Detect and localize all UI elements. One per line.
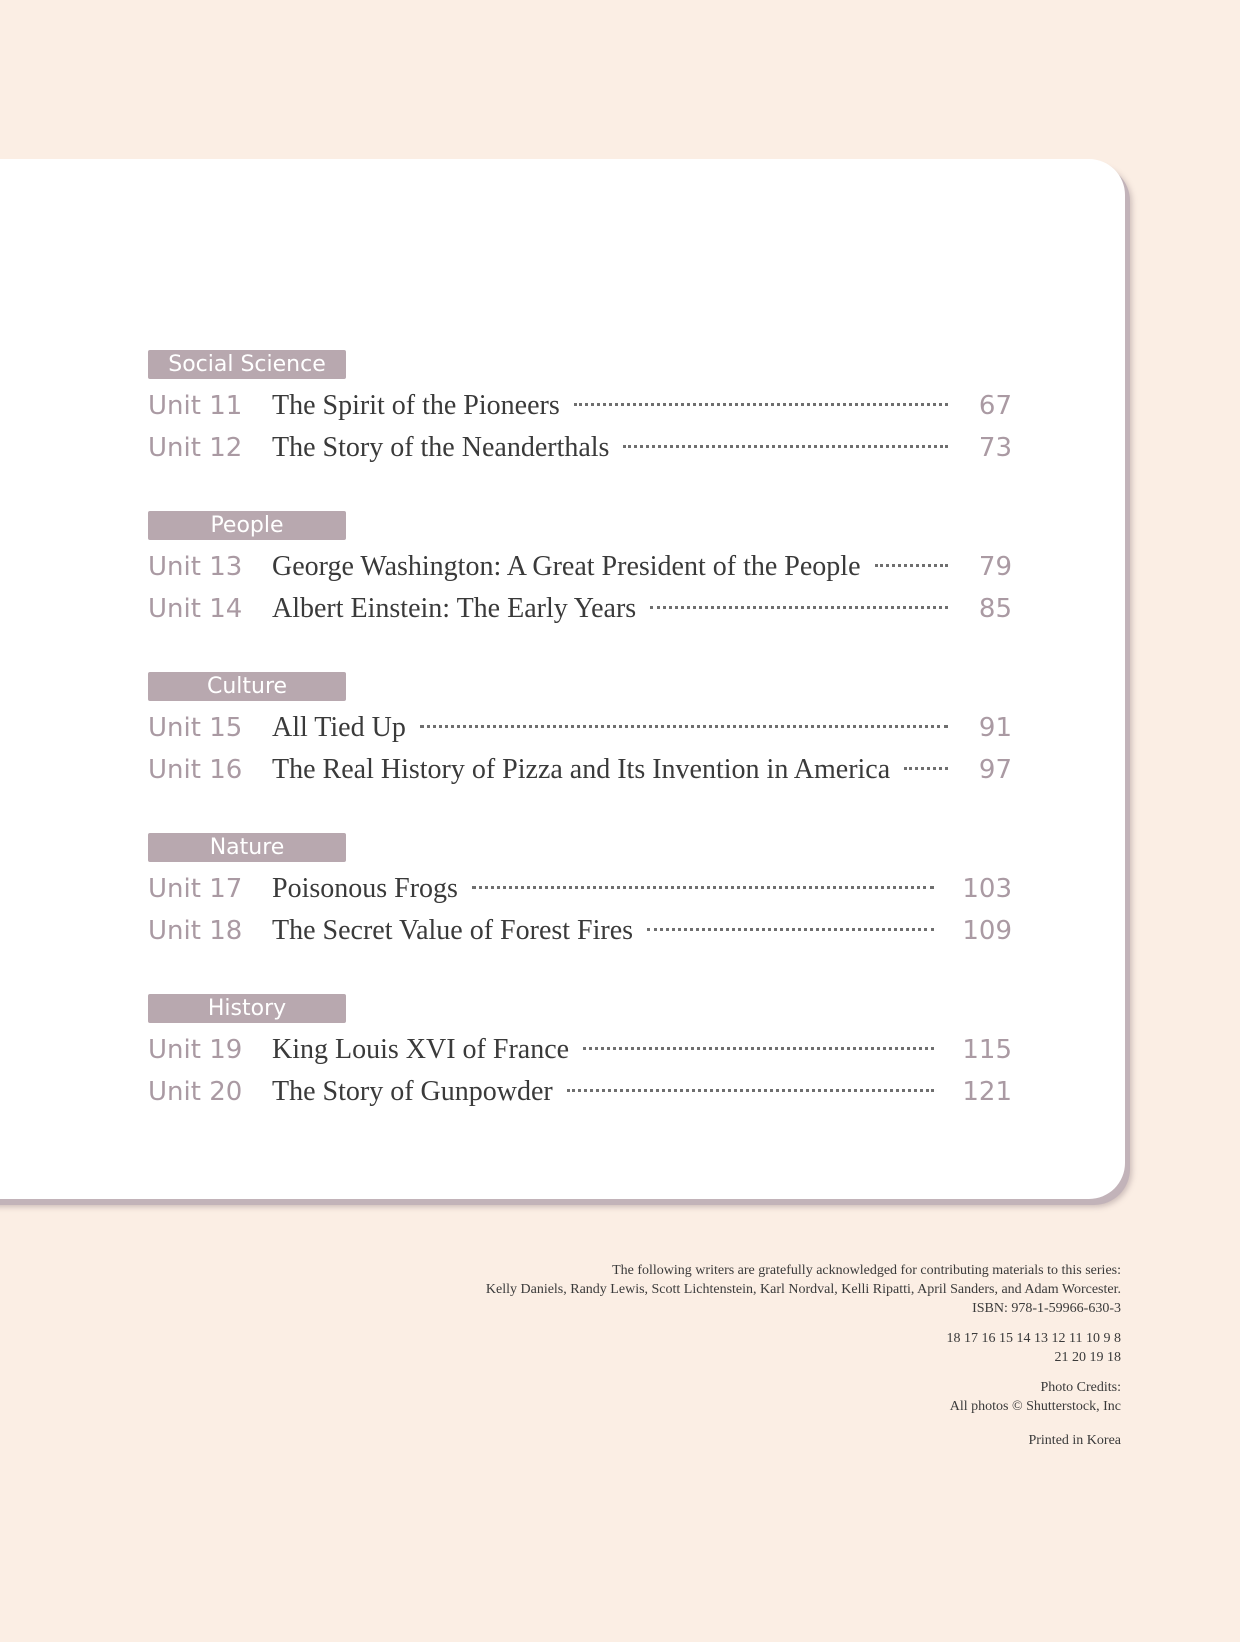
unit-title: The Story of the Neanderthals — [272, 432, 610, 463]
toc-entry[interactable] — [148, 385, 1012, 427]
unit-number: Unit 11 — [148, 391, 243, 421]
isbn: ISBN: 978-1-59966-630-3 — [972, 1301, 1121, 1316]
toc-entry[interactable] — [148, 1071, 1012, 1113]
photo-credits-label: Photo Credits: — [1040, 1380, 1121, 1395]
photo-credits: All photos © Shutterstock, Inc — [949, 1399, 1121, 1414]
table-of-contents — [148, 350, 1012, 1155]
unit-title: Albert Einstein: The Early Years — [272, 593, 637, 624]
dot-leader — [583, 1047, 934, 1050]
page-number: 67 — [978, 391, 1012, 421]
unit-number: Unit 15 — [148, 713, 243, 743]
print-line: 18 17 16 15 14 13 12 11 10 9 8 — [946, 1331, 1121, 1346]
unit-number: Unit 18 — [148, 916, 243, 946]
unit-number: Unit 20 — [148, 1077, 243, 1107]
writers-list: Kelly Daniels, Randy Lewis, Scott Lichtenstein, Karl Nordval, Kelli Ripatti, April Sanders, and Adam Worcester. — [485, 1282, 1121, 1297]
unit-number: Unit 12 — [148, 433, 243, 463]
toc-entry[interactable] — [148, 749, 1012, 791]
unit-title: All Tied Up — [272, 712, 406, 743]
dot-leader — [875, 564, 949, 567]
toc-entry[interactable] — [148, 707, 1012, 749]
page-number: 109 — [962, 916, 1012, 946]
toc-entry[interactable] — [148, 910, 1012, 952]
dot-leader — [650, 606, 948, 609]
page-number: 79 — [978, 552, 1012, 582]
printed-in: Printed in Korea — [1028, 1433, 1121, 1448]
unit-number: Unit 13 — [148, 552, 243, 582]
page-number: 115 — [962, 1035, 1012, 1065]
unit-number: Unit 19 — [148, 1035, 243, 1065]
section-history — [148, 994, 1012, 1113]
dot-leader — [567, 1089, 934, 1092]
unit-number: Unit 14 — [148, 594, 243, 624]
unit-number: Unit 17 — [148, 874, 243, 904]
page-number: 73 — [978, 433, 1012, 463]
category-badge: History — [148, 994, 346, 1023]
toc-entry[interactable] — [148, 868, 1012, 910]
page-number: 97 — [978, 755, 1012, 785]
unit-title: The Spirit of the Pioneers — [272, 390, 560, 421]
toc-entry[interactable] — [148, 546, 1012, 588]
credits-block — [486, 1261, 1121, 1450]
section-culture — [148, 672, 1012, 791]
acknowledgement-text: The following writers are gratefully acknowledged for contributing materials to this series: — [612, 1263, 1121, 1278]
toc-entry[interactable] — [148, 427, 1012, 469]
unit-number: Unit 16 — [148, 755, 243, 785]
dot-leader — [574, 403, 948, 406]
unit-title: George Washington: A Great President of the People — [272, 551, 861, 582]
category-badge: Culture — [148, 672, 346, 701]
dot-leader — [623, 445, 948, 448]
dot-leader — [472, 886, 934, 889]
unit-title: King Louis XVI of France — [272, 1034, 570, 1065]
section-nature — [148, 833, 1012, 952]
toc-entry[interactable] — [148, 588, 1012, 630]
page-number: 103 — [962, 874, 1012, 904]
category-badge: Nature — [148, 833, 346, 862]
dot-leader — [904, 767, 948, 770]
dot-leader — [647, 928, 934, 931]
print-line: 21 20 19 18 — [1054, 1350, 1121, 1365]
category-badge: People — [148, 511, 346, 540]
page-number: 91 — [978, 713, 1012, 743]
unit-title: The Story of Gunpowder — [272, 1076, 553, 1107]
dot-leader — [420, 725, 948, 728]
page-number: 121 — [962, 1077, 1012, 1107]
category-badge: Social Science — [148, 350, 346, 379]
section-social-science — [148, 350, 1012, 469]
page-number: 85 — [978, 594, 1012, 624]
unit-title: Poisonous Frogs — [272, 873, 458, 904]
toc-entry[interactable] — [148, 1029, 1012, 1071]
unit-title: The Secret Value of Forest Fires — [272, 915, 634, 946]
unit-title: The Real History of Pizza and Its Invention in America — [272, 754, 891, 785]
section-people — [148, 511, 1012, 630]
